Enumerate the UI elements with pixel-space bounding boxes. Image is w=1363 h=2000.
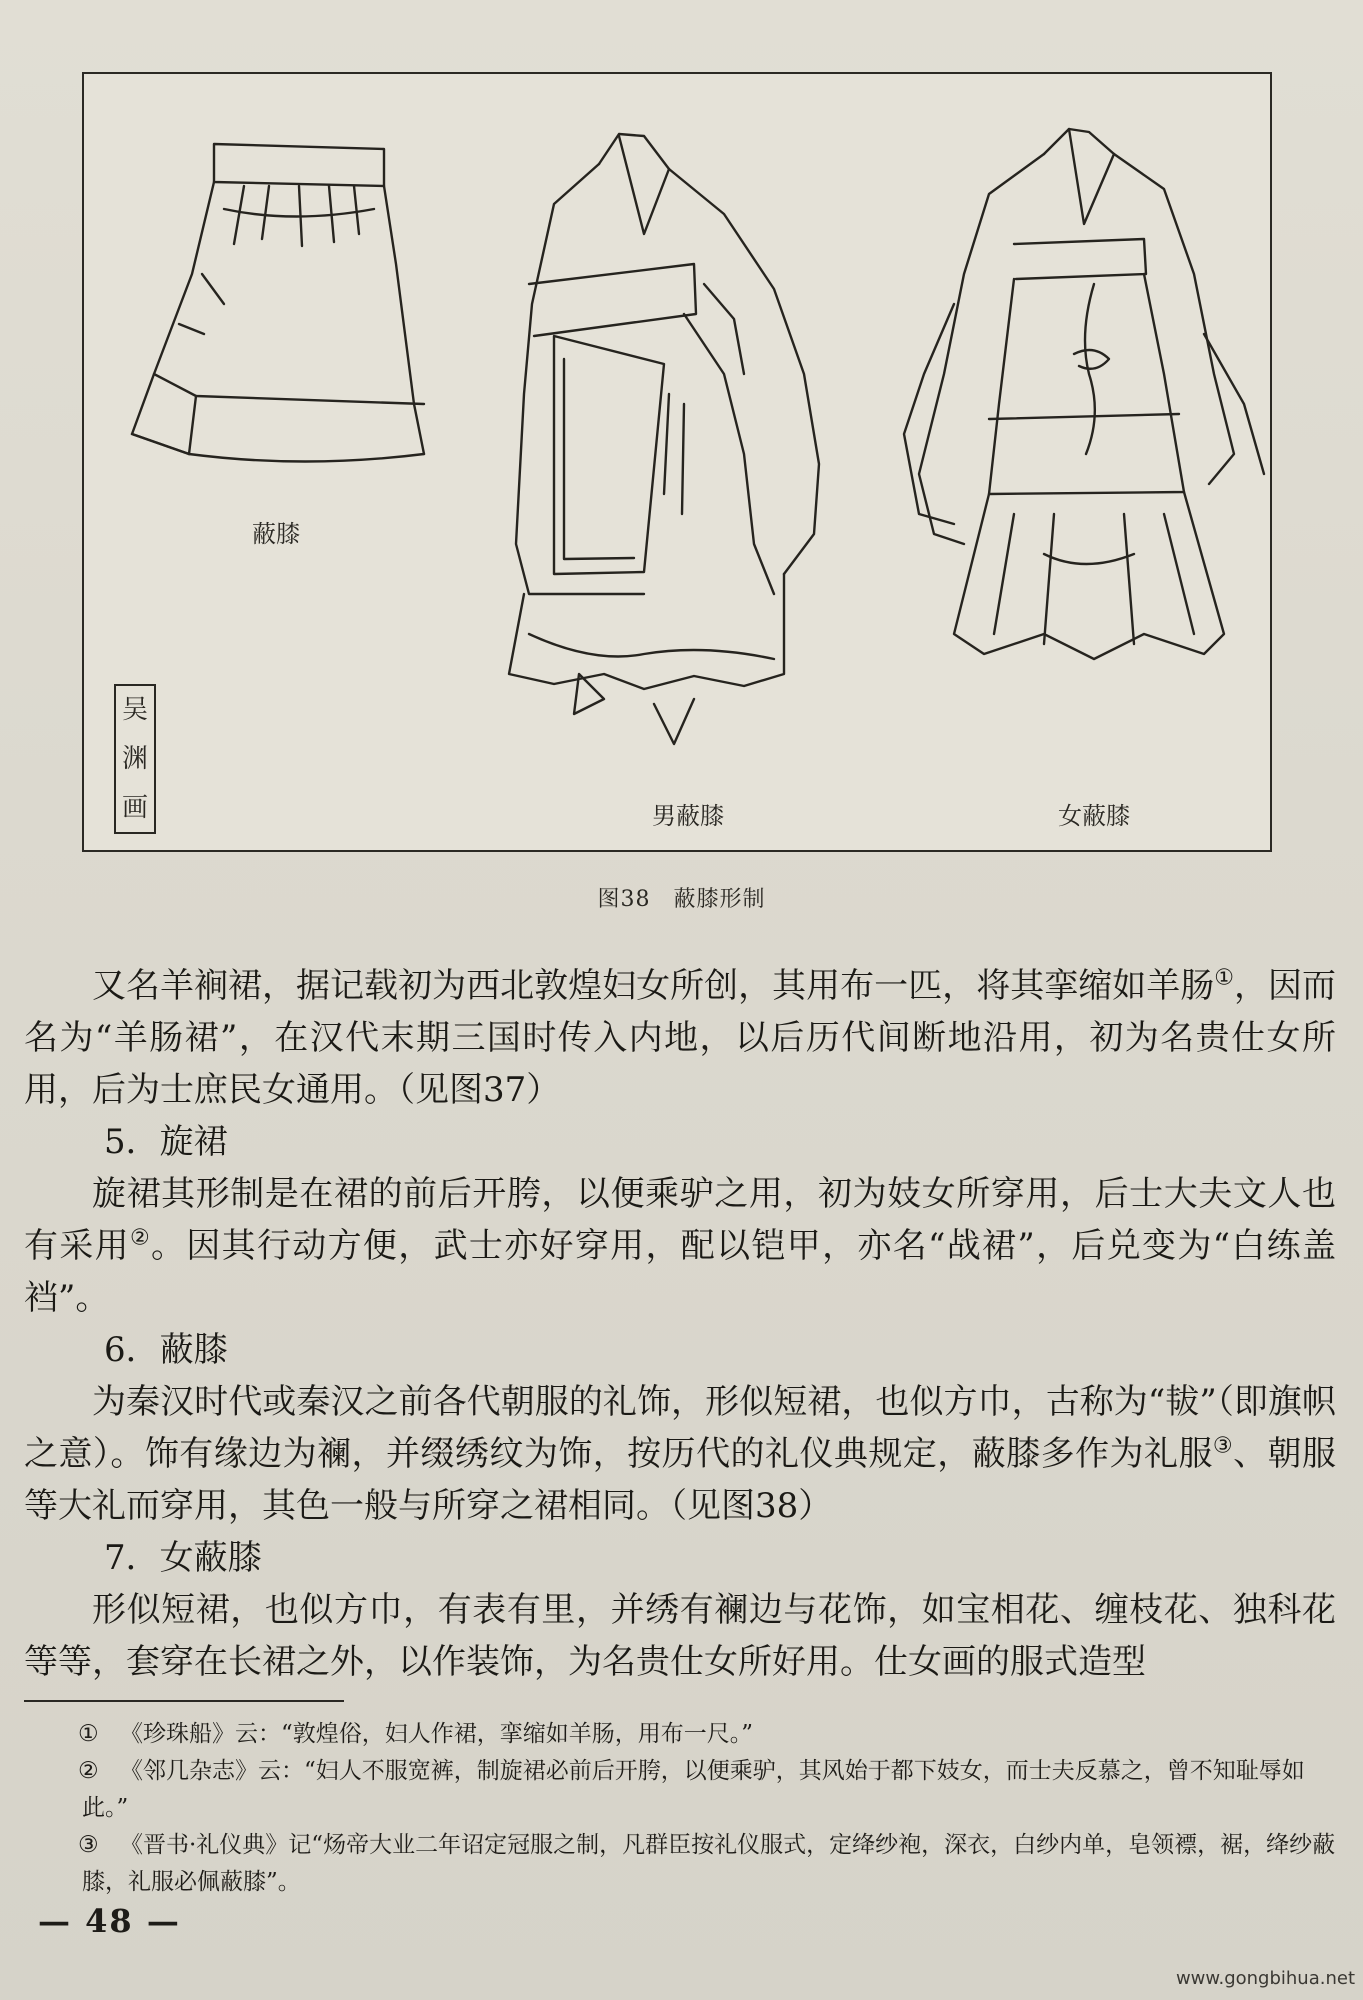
footnote [24, 1753, 1336, 1827]
figure-label-man: 男蔽膝 [652, 802, 724, 830]
paragraph [24, 1168, 1336, 1324]
footnote [24, 1716, 1336, 1753]
footnote-text: 《珍珠船》云：“敦煌俗，妇人作裙，挛缩如羊肠，用布一尺。” [120, 1721, 754, 1747]
figure-label-bixi: 蔽膝 [252, 520, 300, 548]
seal-char: 渊 [121, 743, 148, 774]
footnote-text: 《邻几杂志》云：“妇人不服宽裤，制旋裙必前后开胯，以便乘驴，其风始于都下妓女，而士夫反慕之，曾不知耻辱如此。” [82, 1758, 1305, 1821]
paragraph-text: ，因而名为“羊肠裙”，在汉代末期三国时传入内地，以后历代间断地沿用，初为名贵仕女所用，后为士庶民女通用。（见图37） [24, 966, 1336, 1110]
footnote-number: ② [78, 1758, 99, 1784]
bixi-drawing [132, 144, 424, 462]
footnote-marker[interactable]: ② [129, 1225, 152, 1251]
footnote-marker[interactable]: ③ [1212, 1433, 1234, 1459]
paragraph-text: 。因其行动方便，武士亦好穿用，配以铠甲，亦名“战裙”，后兑变为“白练盖裆”。 [24, 1226, 1336, 1318]
paragraph [24, 1376, 1336, 1532]
footnotes [24, 1716, 1336, 1901]
page-number: — 48 — [38, 1902, 181, 1940]
footnote-number: ① [78, 1721, 99, 1747]
seal-char: 吴 [121, 695, 148, 726]
body-text [24, 960, 1336, 1688]
man-figure-drawing [509, 134, 819, 744]
costume-illustration [84, 74, 1270, 850]
figure-label-woman: 女蔽膝 [1058, 802, 1130, 830]
paragraph-text: 、朝服等大礼而穿用，其色一般与所穿之裙相同。（见图38） [24, 1434, 1337, 1526]
paragraph-text: 又名羊裥裙，据记载初为西北敦煌妇女所创，其用布一匹，将其挛缩如羊肠 [92, 966, 1215, 1006]
paragraph-text: 旋裙其形制是在裙的前后开胯，以便乘驴之用，初为妓女所穿用，后士大夫文人也有采用 [24, 1174, 1336, 1266]
site-watermark: www.gongbihua.net [1175, 1968, 1355, 1989]
section-heading: 7．女蔽膝 [104, 1538, 262, 1578]
artist-seal [114, 684, 156, 834]
woman-figure-drawing [904, 129, 1264, 659]
footnote-divider [24, 1700, 344, 1702]
figure-caption: 图38 蔽膝形制 [597, 887, 766, 912]
footnote [24, 1827, 1336, 1901]
paragraph: 形似短裙，也似方巾，有表有里，并绣有襕边与花饰，如宝相花、缠枝花、独科花等等，套穿在长裙之外，以作装饰，为名贵仕女所好用。仕女画的服式造型 [24, 1590, 1336, 1682]
section-heading: 5．旋裙 [104, 1122, 228, 1162]
footnote-number: ③ [78, 1832, 99, 1858]
paragraph-text: 为秦汉时代或秦汉之前各代朝服的礼饰，形似短裙，也似方巾，古称为“韨”（即旗帜之意）。饰有缘边为襕，并缀绣纹为饰，按历代的礼仪典规定，蔽膝多作为礼服 [24, 1382, 1336, 1474]
figure-frame [82, 72, 1272, 852]
section-heading: 6．蔽膝 [104, 1330, 228, 1370]
footnote-marker[interactable]: ① [1214, 965, 1234, 991]
seal-char: 画 [121, 792, 148, 823]
paragraph [24, 960, 1336, 1116]
footnote-text: 《晋书·礼仪典》记“炀帝大业二年诏定冠服之制，凡群臣按礼仪服式，定绛纱袍，深衣，白纱内单，皂领褾，裾，绛纱蔽膝，礼服必佩蔽膝”。 [82, 1832, 1336, 1895]
